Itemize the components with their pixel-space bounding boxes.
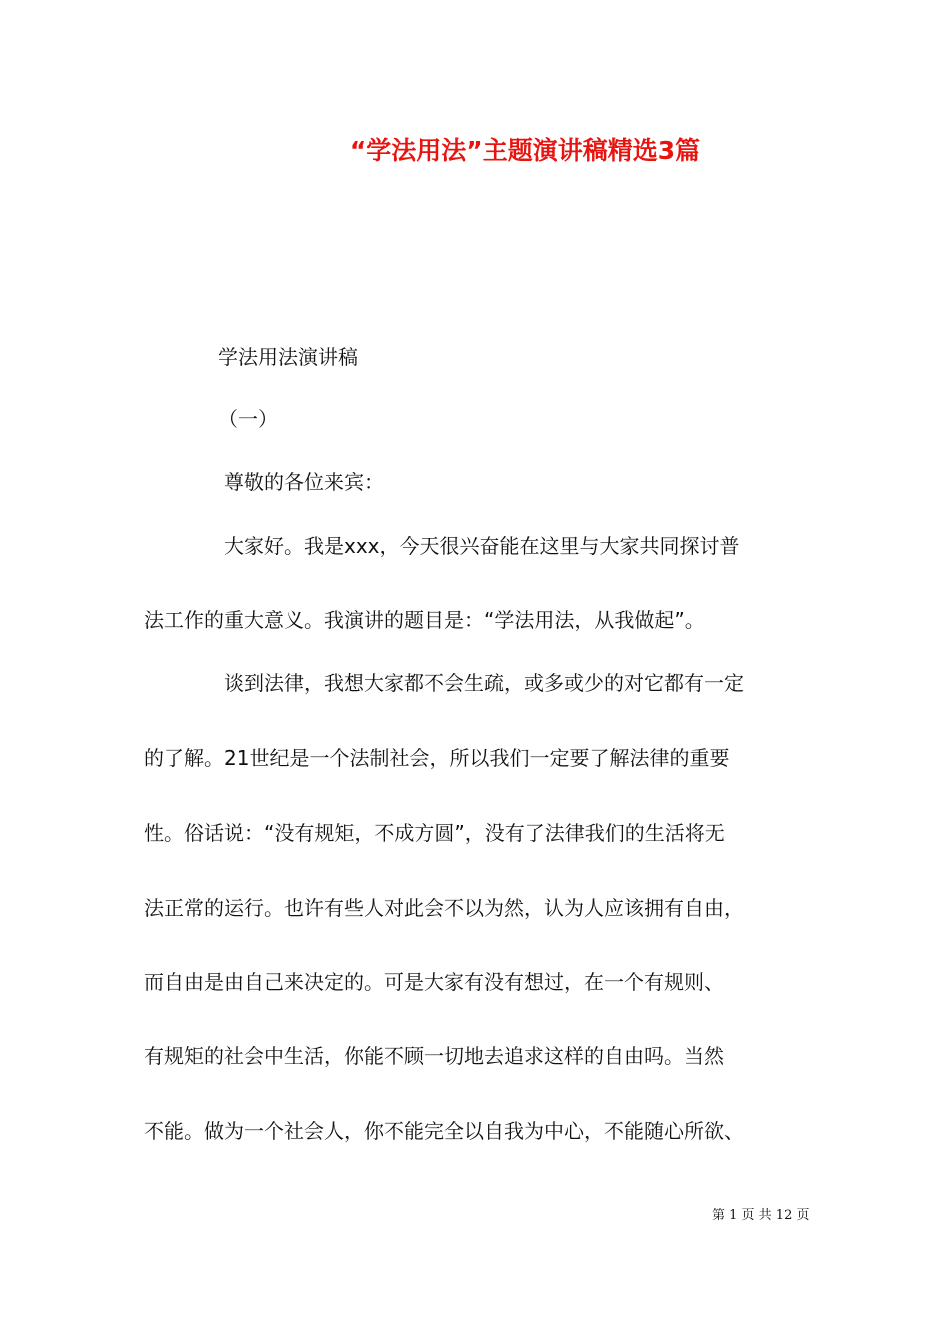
paragraph-line-1: 大家好。我是xxx，今天很兴奋能在这里与大家共同探讨普	[224, 534, 740, 558]
paragraph-line-7: 而自由是由自己来决定的。可是大家有没有想过，在一个有规则、	[144, 970, 724, 994]
section-marker: （一）	[218, 407, 278, 431]
paragraph-line-3: 谈到法律，我想大家都不会生疏，或多或少的对它都有一定	[224, 671, 744, 695]
paragraph-line-8: 有规矩的社会中生活，你能不顾一切地去追求这样的自由吗。当然	[144, 1044, 724, 1068]
page-number: 第 1 页 共 12 页	[712, 1208, 810, 1223]
paragraph-line-9: 不能。做为一个社会人，你不能完全以自我为中心，不能随心所欲、	[144, 1119, 744, 1143]
paragraph-line-2: 法工作的重大意义。我演讲的题目是：“学法用法，从我做起”。	[144, 608, 705, 632]
document-title: “学法用法”主题演讲稿精选3篇	[349, 136, 701, 165]
paragraph-line-4: 的了解。21世纪是一个法制社会，所以我们一定要了解法律的重要	[144, 746, 730, 770]
salutation: 尊敬的各位来宾：	[224, 470, 384, 494]
paragraph-line-5: 性。俗话说：“没有规矩，不成方圆”，没有了法律我们的生活将无	[144, 821, 725, 845]
document-subtitle: 学法用法演讲稿	[218, 345, 358, 369]
paragraph-line-6: 法正常的运行。也许有些人对此会不以为然，认为人应该拥有自由，	[144, 896, 744, 920]
